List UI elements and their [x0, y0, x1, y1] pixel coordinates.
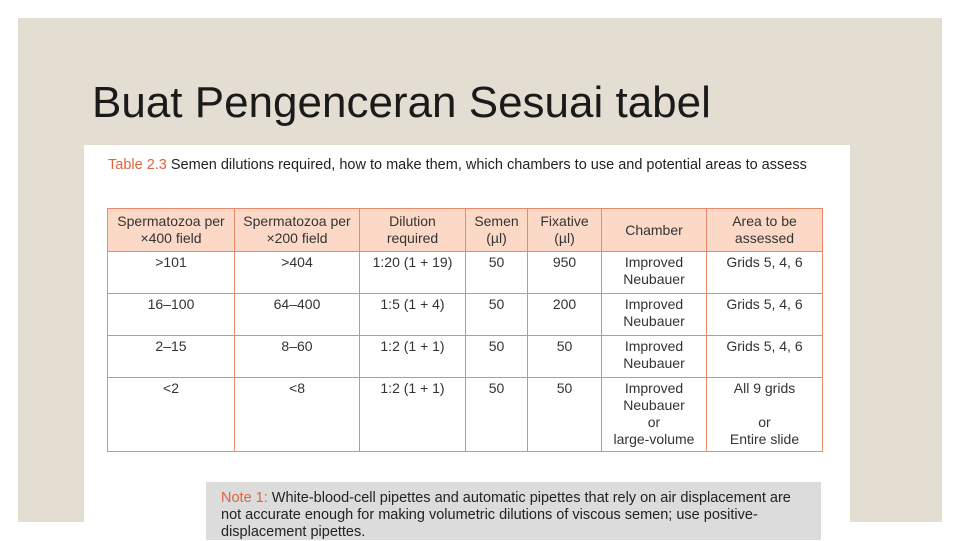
embedded-table-image — [84, 145, 850, 540]
table-row — [108, 252, 823, 294]
table-caption-text: Semen dilutions required, how to make them, which chambers to use and potential areas to assess — [166, 157, 807, 173]
table-cell: 2–15 — [108, 336, 235, 378]
table-cell: 16–100 — [108, 294, 235, 336]
table-caption — [108, 157, 828, 174]
header-cell: Chamber — [602, 209, 707, 252]
header-cell: Spermatozoa per ×200 field — [235, 209, 360, 252]
table-cell: 1:5 (1 + 4) — [360, 294, 466, 336]
table-cell: All 9 grids or Entire slide — [707, 378, 823, 452]
table-cell: Improved Neubauer — [602, 336, 707, 378]
note-box — [206, 482, 821, 540]
table-cell: 50 — [466, 378, 528, 452]
table-row — [108, 378, 823, 452]
table-cell: Improved Neubauer — [602, 294, 707, 336]
note-label: Note 1: — [221, 490, 268, 506]
table-cell: >101 — [108, 252, 235, 294]
table-cell: 50 — [466, 336, 528, 378]
table-cell: 1:2 (1 + 1) — [360, 336, 466, 378]
header-cell: Fixative (µl) — [528, 209, 602, 252]
table-cell: Grids 5, 4, 6 — [707, 336, 823, 378]
table-cell: 50 — [466, 252, 528, 294]
table-cell: 8–60 — [235, 336, 360, 378]
dilution-table — [107, 208, 823, 452]
header-cell: Semen (µl) — [466, 209, 528, 252]
note-text: White-blood-cell pipettes and automatic pipettes that rely on air displacement are not accurate enough for making volumetric dilutions of viscous semen; use positive-displacement pipettes. — [221, 490, 791, 540]
table-row — [108, 336, 823, 378]
table-cell: >404 — [235, 252, 360, 294]
table-cell: 50 — [466, 294, 528, 336]
table-cell: 200 — [528, 294, 602, 336]
table-header-row — [108, 209, 823, 252]
table-row — [108, 294, 823, 336]
table-caption-label: Table 2.3 — [108, 157, 167, 173]
slide-title: Buat Pengenceran Sesuai tabel — [92, 78, 711, 127]
table-cell: <2 — [108, 378, 235, 452]
table-cell: 50 — [528, 378, 602, 452]
table-cell: 1:2 (1 + 1) — [360, 378, 466, 452]
table-cell: Improved Neubauer — [602, 252, 707, 294]
header-cell: Spermatozoa per ×400 field — [108, 209, 235, 252]
header-cell: Dilution required — [360, 209, 466, 252]
table-cell: 64–400 — [235, 294, 360, 336]
header-cell: Area to be assessed — [707, 209, 823, 252]
table-cell: Grids 5, 4, 6 — [707, 294, 823, 336]
table-cell: 50 — [528, 336, 602, 378]
table-cell: Improved Neubauer or large-volume — [602, 378, 707, 452]
table-cell: Grids 5, 4, 6 — [707, 252, 823, 294]
table-cell: 1:20 (1 + 19) — [360, 252, 466, 294]
table-cell: <8 — [235, 378, 360, 452]
table-cell: 950 — [528, 252, 602, 294]
